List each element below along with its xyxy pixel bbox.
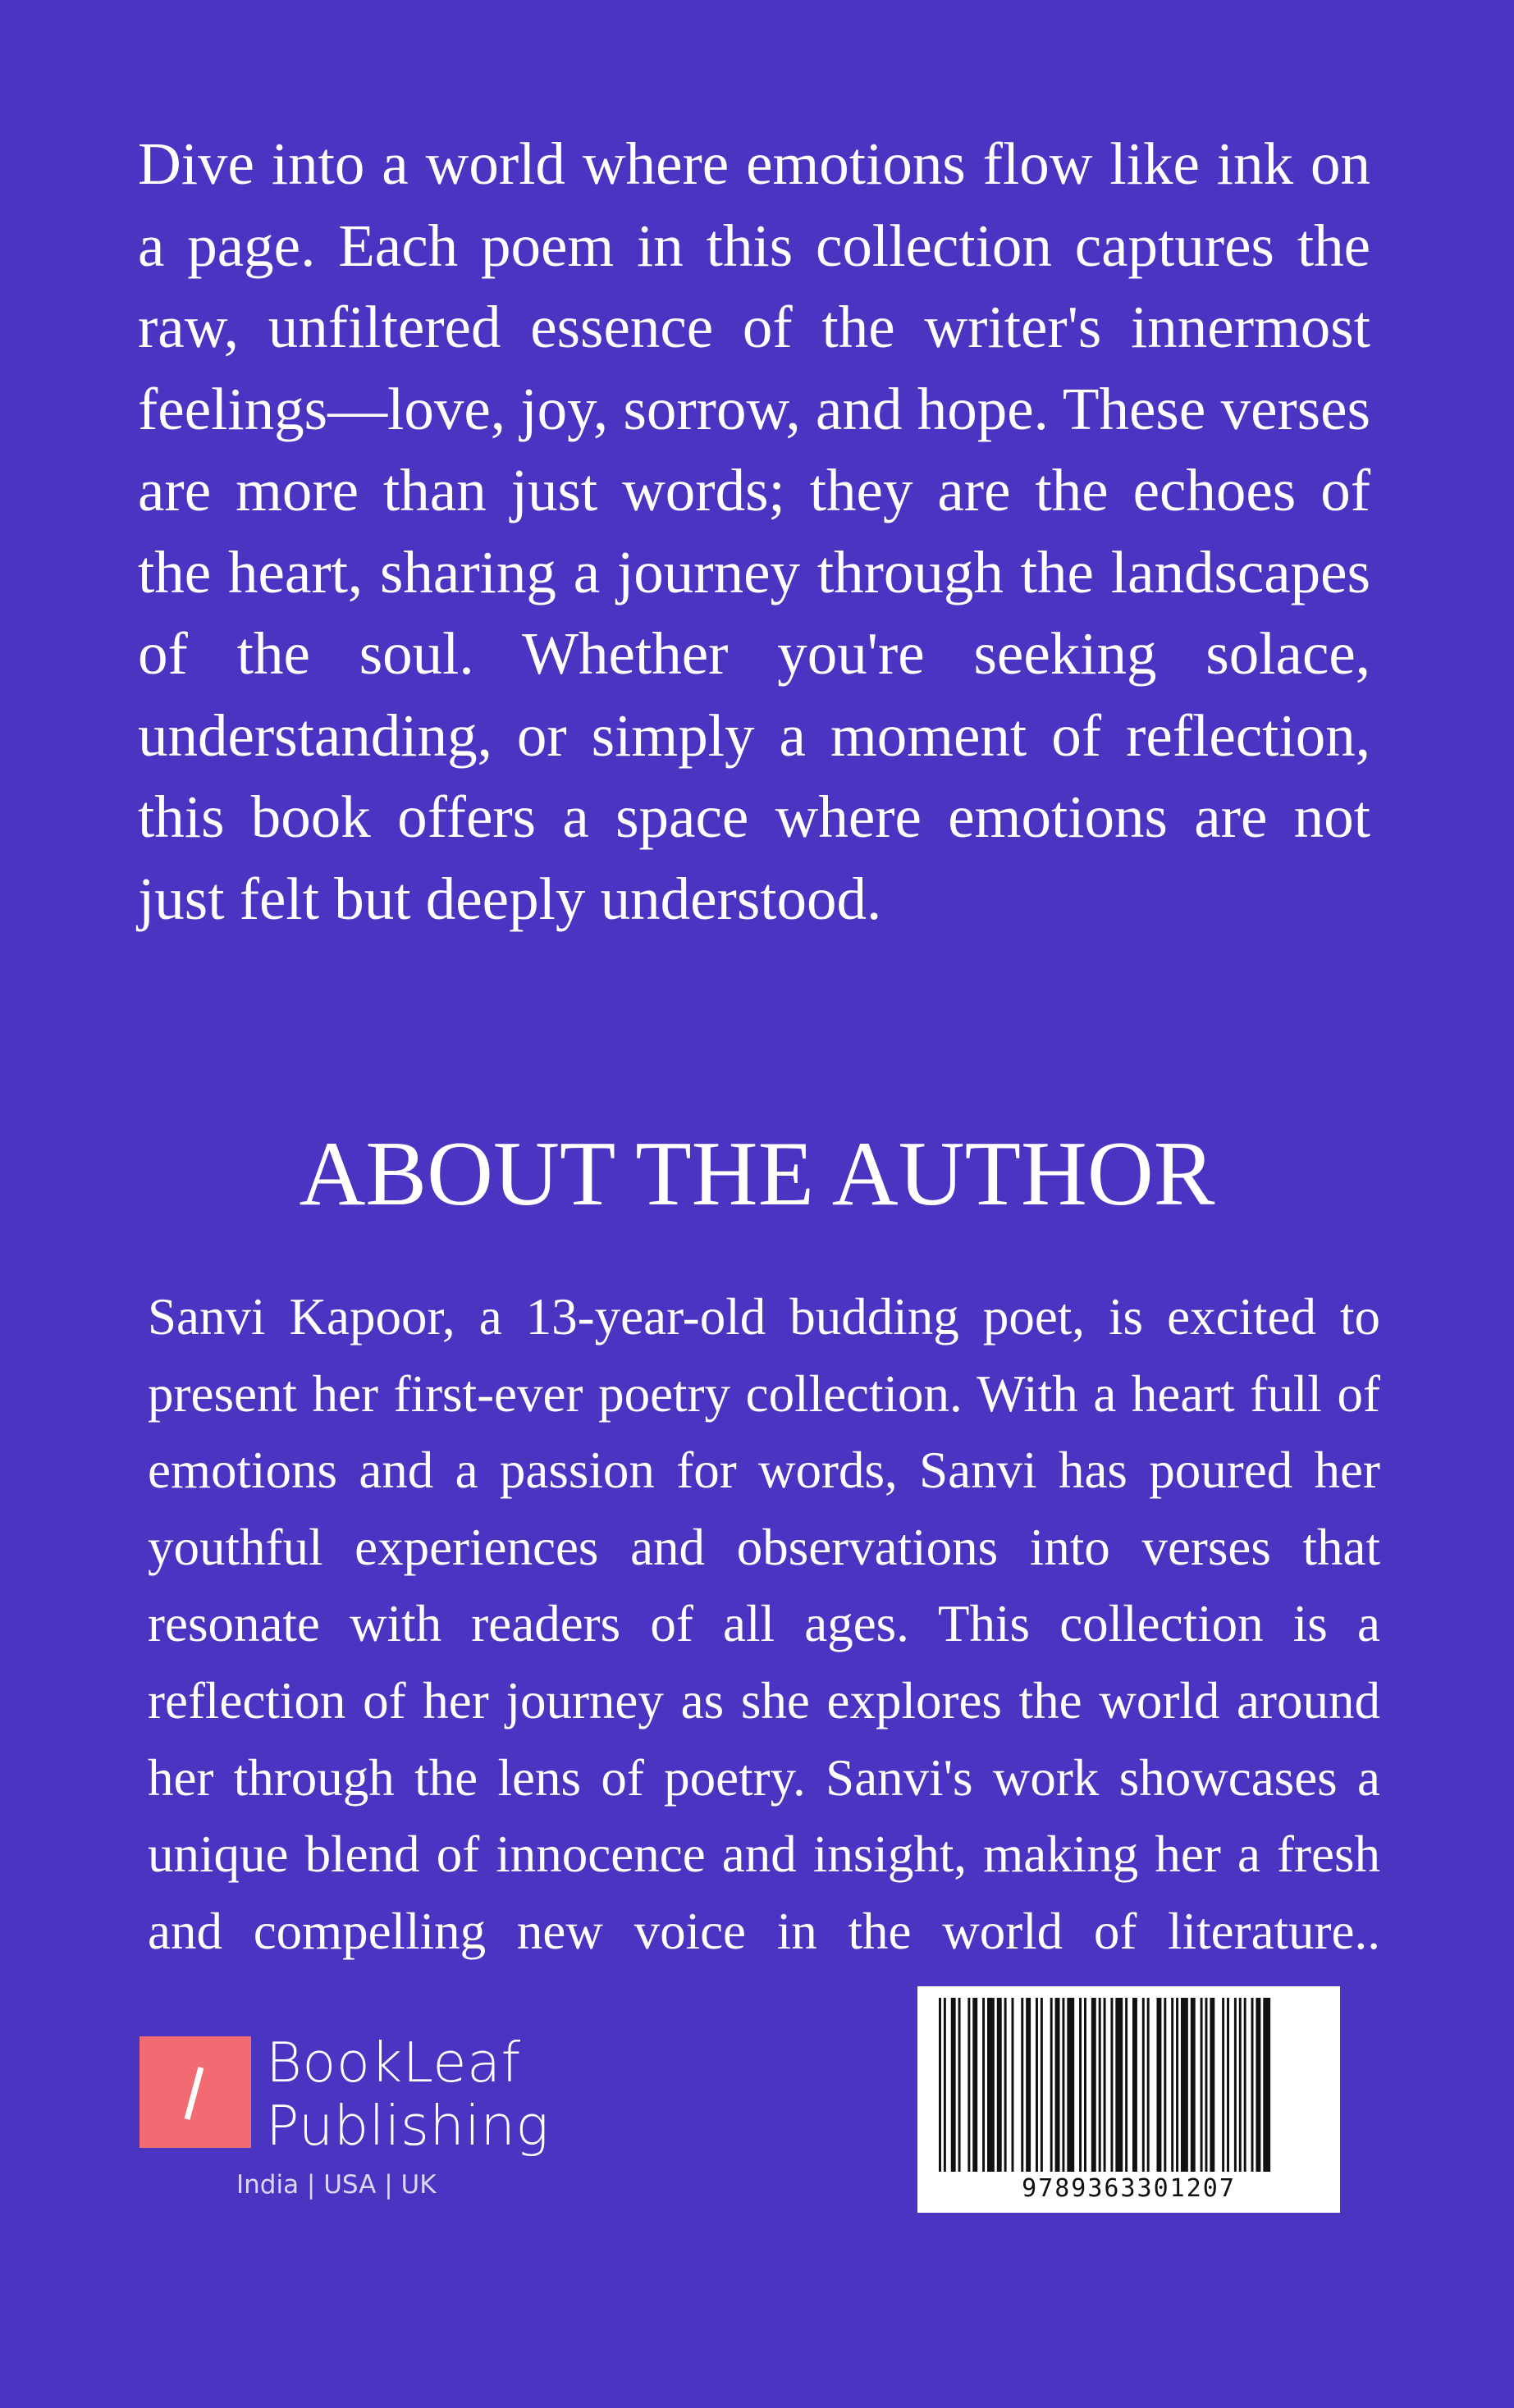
book-blurb: Dive into a world where emotions flow like ink on a page. Each poem in this collection captures the raw, unfiltered essence of the writer's innermost feelings—love, joy, sorrow, and hope. These verses are more than just words; they are the echoes of the heart, sharing a journey through the landscapes of the soul. Whether you're seeking solace, understanding, or simply a moment of reflection, this book offers a space where emotions are not just felt but deeply understood. — [138, 130, 1370, 932]
publisher-regions: India | USA | UK — [236, 2170, 437, 2200]
publisher-name-line2: Publishing — [266, 2094, 550, 2158]
author-bio: Sanvi Kapoor, a 13-year-old budding poet, is excited to present her first-ever poetry collection. With a heart full of emotions and a passion for words, Sanvi has poured her youthful experiences and observations into verses that resonate with readers of all ages. This collection is a reflection of her journey as she explores the world around her through the lens of poetry. Sanvi's work showcases a unique blend of innocence and insight, making her a fresh and compelling new voice in the world of literature.. — [148, 1288, 1380, 1960]
slash-icon — [140, 2036, 251, 2148]
publisher-name — [266, 2031, 549, 2158]
isbn-barcode — [917, 1986, 1340, 2213]
publisher-name-line1: BookLeaf — [266, 2031, 521, 2095]
publisher-logo — [140, 2031, 566, 2200]
isbn-number: 9789363301207 — [1022, 2174, 1236, 2203]
about-author-heading: ABOUT THE AUTHOR — [299, 1123, 1215, 1225]
